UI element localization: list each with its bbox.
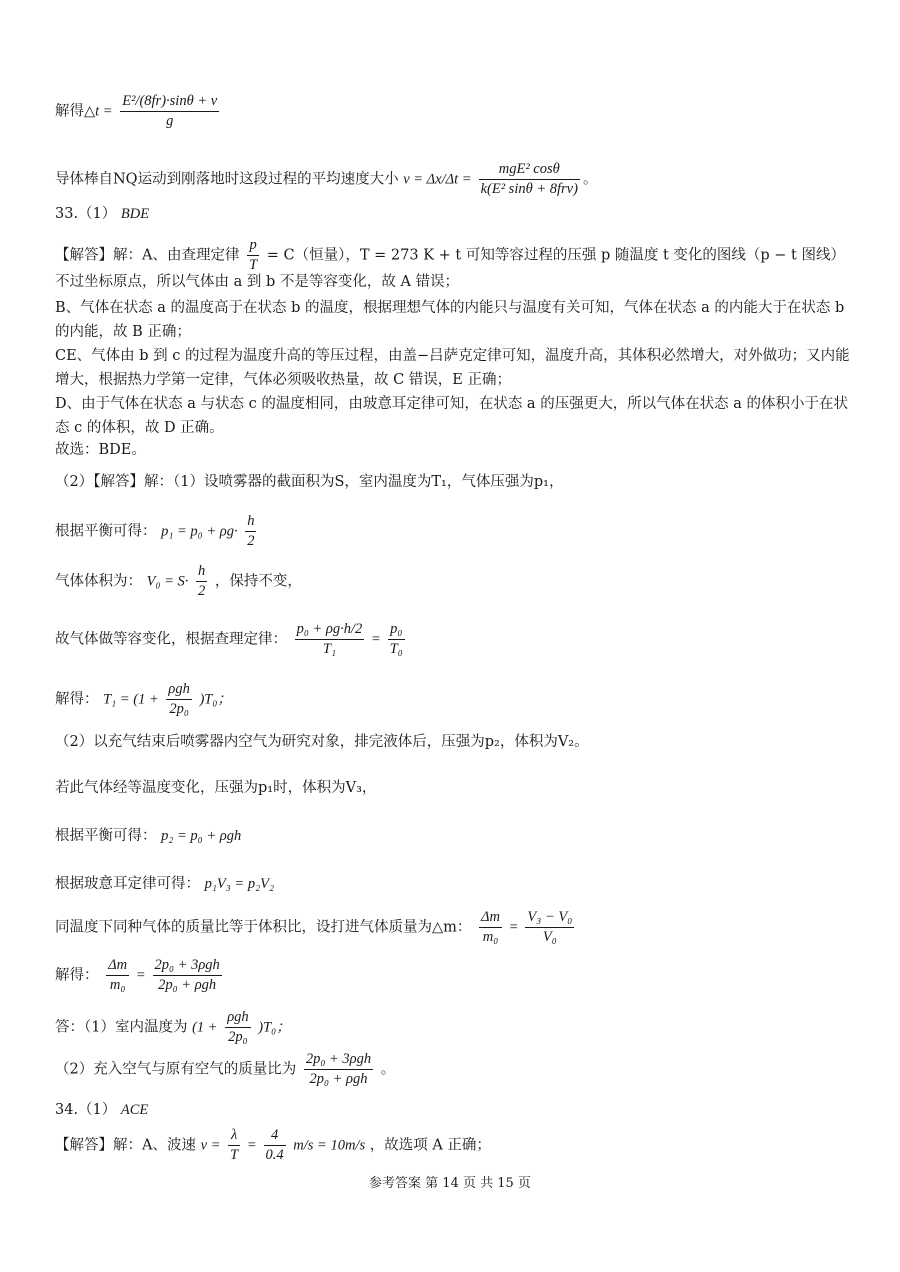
avg-speed-prefix: 导体棒自NQ运动到刚落地时这段过程的平均速度大小 (55, 171, 399, 188)
solve-T1-fraction: $\frac{\text{ρgh}}{\text{2p₀}}$ (168, 681, 190, 717)
q33-ce-paragraph: CE、气体由 b 到 c 的过程为温度升高的等压过程，由盖−吕萨克定律可知，温度升高，其体积必然增大，对外做功；又内能增大，根据热力学第一定律，气体必须吸收热量，故 C 错误，E 正确； (55, 348, 850, 388)
q33-a-frac-num: p (247, 236, 259, 256)
q33-choice: 故选：BDE。 (55, 442, 146, 458)
part2-line: （2）以充气结束后喷雾器内空气为研究对象，排完液体后，压强为p₂，体积为V₂。 (55, 734, 589, 750)
answer1-fraction: $\frac{\text{ρgh}}{\text{2p₀}}$ (227, 1009, 249, 1045)
answer2-text: （2）充入空气与原有空气的质量比为 (55, 1061, 297, 1078)
answer2-fraction: $\frac{\text{2p₀ + 3ρgh}}{\text{2p₀ + ρgh}}$ (305, 1051, 372, 1087)
mass-ratio-line: 同温度下同种气体的质量比等于体积比，设打进气体质量为△m： $\frac{\Delta m}{\text{m₀}}$ = $\frac{\text{V₃ − V₀}}{\text{V₀}}$ (55, 909, 573, 945)
balance2-eq: p₂ = p₀ + ρgh (161, 828, 242, 844)
q34-1-answer: ACE (120, 1102, 149, 1118)
mass-ratio-text: 同温度下同种气体的质量比等于体积比，设打进气体质量为△m： (55, 919, 472, 936)
q33-a-frac-den: T (249, 257, 258, 273)
solve-T1-line: 解得： T₁ = (1 + $\frac{\text{ρgh}}{\text{2p₀}}$ )T₀； (55, 681, 232, 717)
q33-d-paragraph: D、由于气体在状态 a 与状态 c 的温度相同，由玻意耳定律可知，在状态 a 的压强更大，所以气体在状态 a 的体积小于在状态 c 的体积，故 D 正确。 (55, 396, 849, 436)
q33-2-intro: （2）【解答】解：（1）设喷雾器的截面积为S，室内温度为T₁，气体压强为p₁， (55, 474, 564, 490)
q34-a-text: 【解答】解：A、波速 (55, 1137, 196, 1154)
solve-t-prefix: 解得△ (55, 103, 96, 120)
isothermal-line: 若此气体经等温度变化，压强为p₁时，体积为V₃， (55, 780, 377, 796)
q34-a-line: 【解答】解：A、波速 v = $\frac{\lambda}{T}$ = $\frac{4}{0.4}$ m/s = 10m/s ，故选项 A 正确； (55, 1127, 491, 1163)
isochoric-fraction-1: $\frac{\text{p₀ + ρg·h/2}}{\text{T₁}}$ (296, 621, 363, 657)
solve-t-denominator: g (166, 113, 174, 129)
answer1-text: 答：（1）室内温度为 (55, 1019, 188, 1036)
boyle-eq: p₁V₃ = p₂V₂ (204, 876, 275, 892)
solve-t-line: 解得△t = $\frac{\text{E²/(8fr)·sinθ + v}}{g}$ (55, 93, 218, 129)
boyle-line (55, 874, 860, 894)
q33-1-answer: BDE (120, 206, 150, 222)
q33-a-line-2 (55, 272, 860, 292)
q33-a-text3: 不过坐标原点，所以气体由 a 到 b 不是等容变化，故 A 错误； (55, 274, 460, 290)
avg-speed-denominator: k(E² sinθ + 8frv) (480, 181, 578, 197)
q33-1-label: 33.（1） (55, 206, 117, 222)
volume-fraction: $\frac{h}{2}$ (198, 563, 206, 599)
balance2-label: 根据平衡可得： (55, 828, 157, 844)
q33-a-text2: = C（恒量），T = 273 K + t 可知等容过程的压强 p 随温度 t 变化的图线（p − t 图线） (266, 247, 845, 264)
solve-m-line: 解得： $\frac{\Delta m}{\text{m₀}}$ = $\frac{\text{2p₀ + 3ρgh}}{\text{2p₀ + ρgh}}$ (55, 957, 220, 993)
isochoric-label: 故气体做等容变化，根据查理定律： (55, 631, 287, 648)
balance1-label: 根据平衡可得： (55, 523, 157, 540)
answer2-line: （2）充入空气与原有空气的质量比为 $\frac{\text{2p₀ + 3ρgh}}{\text{2p₀ + ρgh}}$ 。 (55, 1051, 396, 1087)
page-footer: 参考答案 第 14 页 共 15 页 (369, 1176, 531, 1191)
q33-a-text1: 【解答】解：A、由查理定律 (55, 247, 240, 264)
volume-label: 气体体积为： (55, 573, 142, 590)
solve-m-fraction-1: $\frac{\Delta m}{\text{m₀}}$ (108, 957, 128, 993)
boyle-label: 根据玻意耳定律可得： (55, 876, 200, 892)
balance1-line (55, 512, 860, 551)
solve-t-numerator: E²/(8fr)·sinθ + v (120, 92, 219, 112)
balance1-eq: p₁ = p₀ + ρg· (161, 523, 238, 540)
q33-a-line (55, 236, 860, 275)
avg-speed-numerator: mgE² cosθ (479, 160, 580, 180)
avg-speed-fraction (479, 160, 580, 199)
q34-a-fraction-2: $\frac{4}{0.4}$ (265, 1127, 284, 1163)
mass-ratio-fraction-2: $\frac{\text{V₃ − V₀}}{\text{V₀}}$ (527, 909, 573, 945)
q33-a-fraction (247, 236, 259, 275)
volume-eq: V₀ = S· (146, 573, 189, 590)
volume-line (55, 562, 860, 601)
solve-T1-label: 解得： (55, 691, 99, 708)
answer1-line: 答：（1）室内温度为 (1 + $\frac{\text{ρgh}}{\text{2p₀}}$ )T₀； (55, 1009, 291, 1045)
avg-speed-line: 导体棒自NQ运动到刚落地时这段过程的平均速度大小 v = Δx/Δt = $\frac{\text{mgE² cosθ}}{\text{k(E² sinθ + 8frv)}}$ 。 (55, 161, 598, 197)
volume-suffix: ，保持不变， (214, 573, 302, 590)
mass-ratio-fraction-1: $\frac{\Delta m}{\text{m₀}}$ (481, 909, 500, 945)
q34-1-line (55, 1100, 860, 1120)
balance1-fraction: $\frac{h}{2}$ (247, 513, 255, 549)
q34-a-fraction-1: $\frac{\lambda}{T}$ (230, 1127, 239, 1163)
isochoric-line: 故气体做等容变化，根据查理定律： $\frac{\text{p₀ + ρg·h/2}}{\text{T₁}}$ = $\frac{\text{p₀}}{\text{T₀}}$ (55, 621, 403, 657)
solve-m-fraction-2: $\frac{\text{2p₀ + 3ρgh}}{\text{2p₀ + ρgh}}$ (154, 957, 220, 993)
avg-speed-mid: v = Δx/Δt (403, 171, 459, 188)
isochoric-fraction-2: $\frac{\text{p₀}}{\text{T₀}}$ (389, 621, 403, 657)
q33-1-line (55, 204, 860, 224)
solve-t-fraction (120, 92, 219, 131)
solve-m-label: 解得： (55, 967, 99, 984)
balance2-line (55, 826, 860, 846)
q34-1-label: 34.（1） (55, 1102, 117, 1118)
q33-b-paragraph: B、气体在状态 a 的温度高于在状态 b 的温度，根据理想气体的内能只与温度有关可知，气体在状态 a 的内能大于在状态 b 的内能，故 B 正确； (55, 300, 845, 340)
